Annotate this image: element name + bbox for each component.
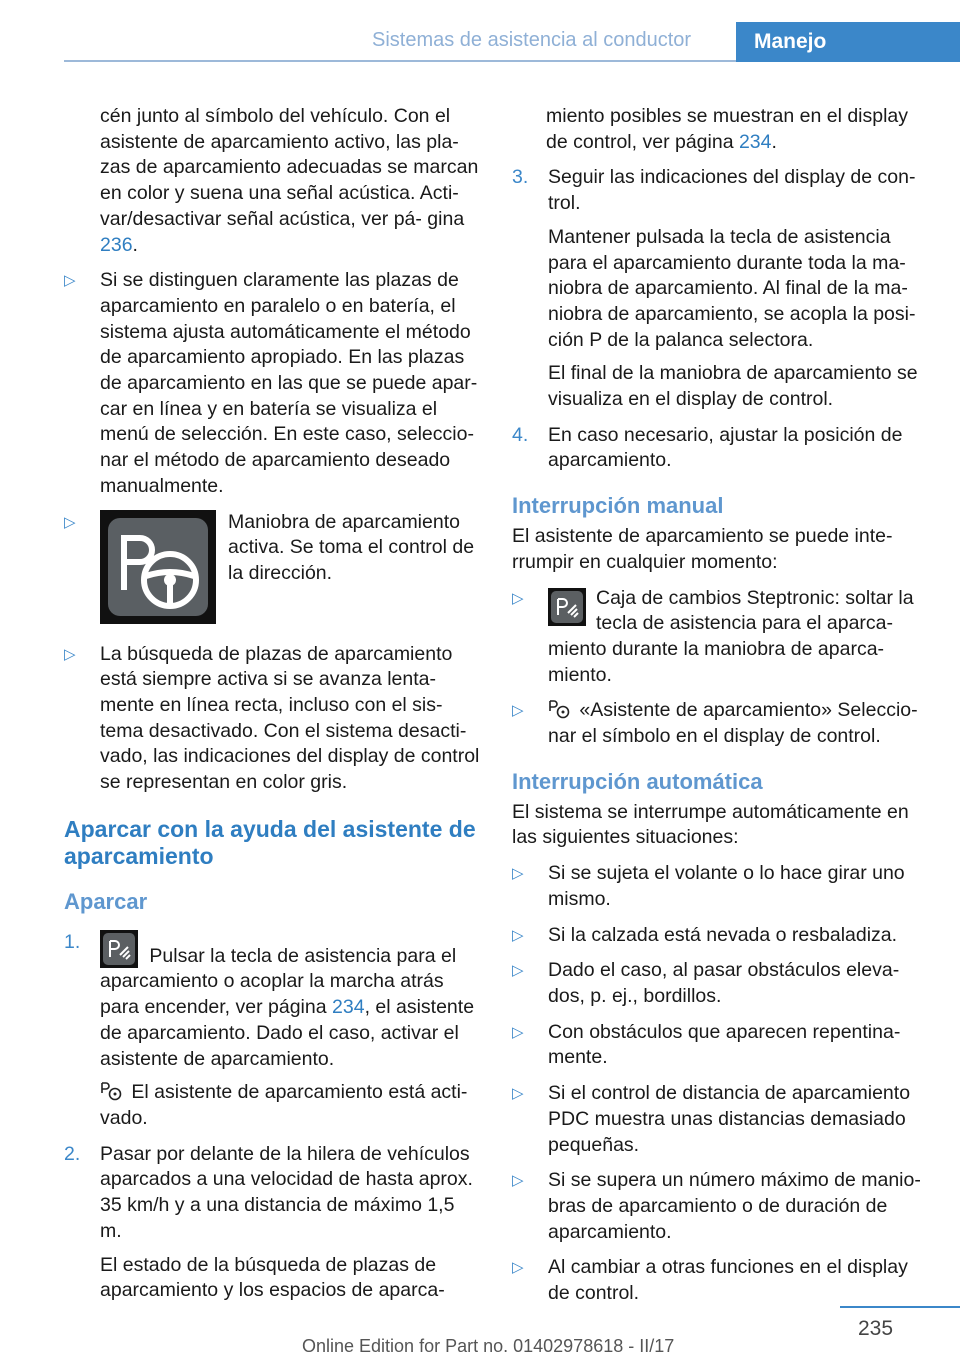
bullet-marker: ▷: [512, 1259, 524, 1277]
bullet-marker: ▷: [512, 1023, 524, 1041]
page-number: 235: [858, 1317, 894, 1340]
header-chapter-tab: [736, 22, 960, 62]
list-item: ▷ «Asistente de aparcamiento» Seleccio‐ nar el símbolo en el display de control.: [512, 699, 918, 748]
step-note: El asistente de aparcamiento está acti‐ vado.: [100, 1081, 468, 1129]
list-item: ▷ Dado el caso, al pasar obstáculos eleva‐ dos, p. ej., bordillos.: [512, 959, 900, 1007]
list-item: ▷ Si se sujeta el volante o lo hace girar uno mismo.: [512, 862, 905, 910]
page-link-234[interactable]: 234: [738, 130, 772, 153]
list-item: ▷ Si el control de distancia de aparcamiento PDC muestra unas distancias demasiado pequeñas.: [512, 1082, 911, 1156]
bullet-marker: ▷: [512, 702, 524, 720]
bullet-marker: ▷: [512, 926, 524, 944]
list-item: ▷ La búsqueda de plazas de aparcamiento está siempre activa si se avanza lenta‐ mente en línea recta, incluso con el sis‐ tema desactivado. Con el sistema desacti‐ vado, las indicaciones del display de control se representan en color gris.: [64, 642, 480, 794]
continued-paragraph: miento posibles se muestran en el display de control, ver página 234.: [546, 105, 909, 153]
intro-paragraph: cén junto al símbolo del vehículo. Con el asistente de aparcamiento activo, las pla‐ zas de aparcamiento adecuadas se marcan en color y suena una señal acústica. Acti‐ var/desactivar señal acústica, ver pá‐ gina 236.: [100, 105, 479, 256]
step-note: Mantener pulsada la tecla de asistencia para el aparcamiento durante toda la ma‐ niobra de aparcamiento. Al final de la ma‐ niobra de aparcamiento, se acopla la posi‐ ción P de la palanca selectora.: [548, 225, 916, 351]
left-column: [64, 104, 480, 1314]
header-section-title: Sistemas de asistencia al conductor: [372, 29, 692, 51]
step-item: 1. Pulsar la tecla de asistencia para el aparcamiento o acoplar la marcha atrás para encender, ver página 234, el asistente de aparcamiento. Dado el caso, activar el asistente de aparcamiento. El asistente de aparcamiento está acti‐ vado.: [64, 930, 480, 1132]
park-assist-symbol-icon: [548, 699, 570, 719]
header-chapter-label: Manejo: [754, 30, 827, 53]
park-assist-symbol-icon: [100, 1081, 122, 1101]
list-item: ▷ Si la calzada está nevada o resbaladiza.: [512, 923, 926, 949]
subsection-heading: Interrupción automática: [512, 768, 763, 794]
bullet-marker: ▷: [64, 513, 76, 531]
list-item: ▷ Caja de cambios Steptronic: soltar la tecla de asistencia para el aparca‐ miento durante la maniobra de aparca‐ miento.: [512, 586, 914, 686]
right-column: [512, 104, 926, 1317]
list-item: ▷ Con obstáculos que aparecen repentina‐ mente.: [512, 1020, 901, 1069]
section-intro: El asistente de aparcamiento se puede inte‐ rrumpir en cualquier momento:: [512, 525, 893, 573]
footer-rule: [840, 1306, 960, 1308]
bullet-marker: ▷: [64, 645, 76, 663]
section-heading: Aparcar con la ayuda del asistente de aparcamiento: [64, 815, 476, 869]
bullet-marker: ▷: [512, 589, 524, 607]
step-note: El final de la maniobra de aparcamiento se visualiza en el display de control.: [548, 362, 918, 411]
step-item: 3. Seguir las indicaciones del display de con‐ trol. Mantener pulsada la tecla de asistencia para el aparcamiento durante toda la ma‐ niobra de aparcamiento. Al final de la ma‐ niobra de aparcamiento, se acopla la posi‐ ción P de la palanca selectora. El final de la maniobra de aparcamiento se visualiza en el display de control.: [512, 165, 926, 412]
step-number: 2.: [64, 1142, 81, 1165]
bullet-marker: ▷: [512, 962, 524, 980]
list-item: ▷ Si se supera un número máximo de manio‐ bras de aparcamiento o de duración de aparcamiento.: [512, 1169, 921, 1243]
step-note: El estado de la búsqueda de plazas de aparcamiento y los espacios de aparca‐: [100, 1253, 445, 1302]
park-assist-steering-icon: [100, 510, 216, 624]
step-number: 3.: [512, 166, 529, 189]
section-intro: El sistema se interrumpe automáticamente en las siguientes situaciones:: [512, 800, 909, 849]
bullet-marker: ▷: [64, 272, 76, 290]
step-item: 4. En caso necesario, ajustar la posición de aparcamiento.: [512, 423, 903, 472]
page-link-234[interactable]: 234: [332, 996, 365, 1019]
list-item: ▷ Si se distinguen claramente las plazas de aparcamiento en paralelo o en batería, el sistema ajusta automáticamente el método de aparcamiento apropiado. En las plazas de aparcamiento en las que se puede apar‐ car en línea y en batería se visualiza el menú de selección. En este caso, seleccio‐ nar el método de aparcamiento deseado manualmente.: [64, 269, 478, 497]
step-number: 4.: [512, 423, 529, 446]
step-number: 1.: [64, 930, 81, 953]
bullet-marker: ▷: [512, 1085, 524, 1103]
bullet-marker: ▷: [512, 865, 524, 883]
park-assist-key-icon: [548, 588, 586, 626]
step-item: 2. Pasar por delante de la hilera de vehículos aparcados a una velocidad de hasta aprox. 35 km/h y a una distancia de máximo 1,5 m. El estado de la búsqueda de plazas de aparcamiento y los espacios de aparca‐: [64, 1142, 480, 1304]
subsection-heading: Interrupción manual: [512, 493, 724, 519]
park-assist-key-icon: [100, 930, 138, 968]
list-item: ▷ Maniobra de aparcamiento activa. Se toma el control de la dirección.: [64, 510, 480, 632]
subsection-heading: Aparcar: [64, 888, 148, 914]
list-item: ▷ Al cambiar a otras funciones en el display de control.: [512, 1256, 908, 1305]
page-link-236[interactable]: 236: [100, 233, 133, 256]
bullet-marker: ▷: [512, 1172, 524, 1190]
edition-line: Online Edition for Part no. 01402978618 - II/17: [302, 1336, 675, 1356]
